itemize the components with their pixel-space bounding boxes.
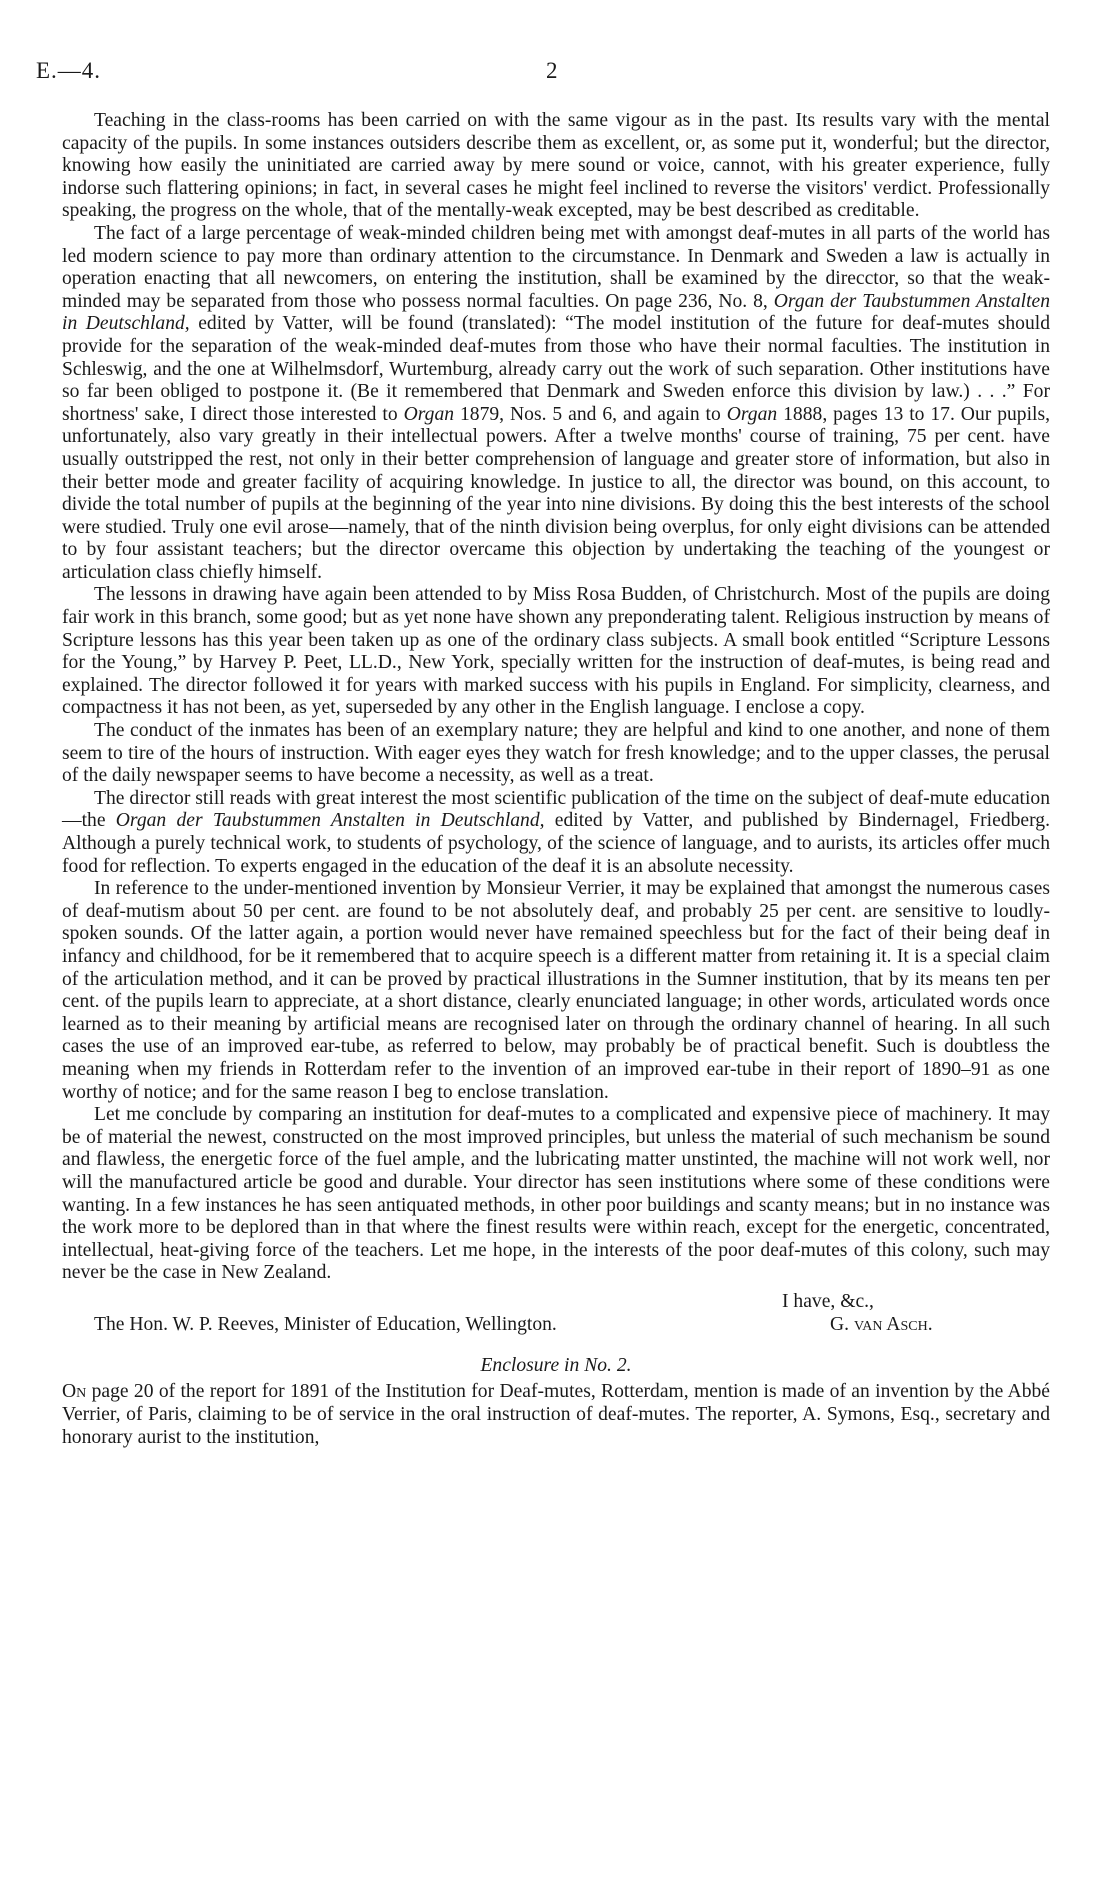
- letter-body: [62, 110, 1050, 1449]
- paragraph-conduct: The conduct of the inmates has been of an exemplary nature; they are helpful and kind to one another, and none of them seem to tire of the hours of instruction. With eager eyes they watch for fresh knowledge; and to the upper classes, the perusal of the daily newspaper seems to have become a necessity, as well as a treat.: [62, 720, 1050, 787]
- closing-line: I have, &c.,: [782, 1290, 874, 1312]
- paragraph-teaching: Teaching in the class-rooms has been carried on with the same vigour as in the past. Its results vary with the mental capacity of the pupils. In some instances outsiders describe them as excellent, or, as some put it, wonderful; but the director, knowing how easily the uninitiated are carried away by mere sound or voice, cannot, with his greater experience, fully indorse such flattering opinions; in fact, in several cases he might feel inclined to reverse the visitors' verdict. Professionally speaking, the progress on the whole, that of the mentally-weak excepted, may be best described as creditable.: [62, 110, 1050, 222]
- page-number: 2: [546, 58, 558, 83]
- enclosure-paragraph: On page 20 of the report for 1891 of the Institution for Deaf-mutes, Rotterdam, mention is made of an invention by the Abbé Verrier, of Paris, claiming to be of service in the oral instruction of deaf-mutes. The reporter, A. Symons, Esq., secretary and honorary aurist to the institution,: [62, 1381, 1050, 1448]
- paragraph-weak-minded: The fact of a large percentage of weak-minded children being met with amongst deaf-mutes in all parts of the world has led modern science to pay more than ordinary attention to the circumstance. In Denmark and Sweden a law is actually in operation enacting that all newcomers, on entering the institution, shall be examined by the direcctor, so that the weak-minded may be separated from those who possess normal faculties. On page 236, No. 8, Organ der Taubstummen Anstalten in Deutschland, edited by Vatter, will be found (translated): “The model institution of the future for deaf-mutes should provide for the separation of the weak-minded deaf-mutes from those who have their normal faculties. The institution in Schleswig, and the one at Wilhelmsdorf, Wurtemburg, already carry out the work of such separation. Other institutions have so far been obliged to postpone it. (Be it remembered that Denmark and Sweden enforce this division by law.) . . .” For shortness' sake, I direct those interested to Organ 1879, Nos. 5 and 6, and again to Organ 1888, pages 13 to 17. Our pupils, unfortunately, also vary greatly in their intellectual powers. After a twelve months' course of training, 75 per cent. have usually outstripped the rest, not only in their better comprehension of language and greater store of information, but also in their better mode and greater facility of acquiring knowledge. In justice to all, the director was bound, on this account, to divide the total number of pupils at the beginning of the year into nine divisions. By doing this the best interests of the school were studied. Truly one evil arose—namely, that of the ninth division being overplus, for only eight divisions can be attended to by four assistant teachers; but the director overcame this objection by undertaking the teaching of the youngest or articulation class chiefly himself.: [62, 222, 1051, 583]
- signatory-name: G. van Asch.: [830, 1313, 933, 1335]
- paragraph-publication: The director still reads with great interest the most scientific publication of the time on the subject of deaf-mute education—the Organ der Taubstummen Anstalten in Deutschland, edited by Vatter, and published by Bindernagel, Friedberg. Although a purely technical work, to students of psychology, of the science of language, and to aurists, its articles offer much food for reflection. To experts engaged in the education of the deaf it is an absolute necessity.: [62, 787, 1050, 877]
- addressee-line: The Hon. W. P. Reeves, Minister of Education, Wellington.: [94, 1313, 557, 1335]
- page-header: [36, 58, 1078, 90]
- enclosure-heading: Enclosure in No. 2.: [480, 1354, 632, 1376]
- signature-block: [62, 1291, 1050, 1341]
- paragraph-conclusion: Let me conclude by comparing an institution for deaf-mutes to a complicated and expensive piece of machinery. It may be of material the newest, constructed on the most improved principles, but unless the material of such mechanism be sound and flawless, the energetic force of the fuel ample, and the lubricating matter unstinted, the machine will not work well, nor will the manufactured article be good and durable. Your director has seen institutions where some of these conditions were wanting. In a few instances he has seen antiquated methods, in other poor buildings and scanty means; but in no instance was the work more to be deplored than in that where the finest results were within reach, except for the energetic, concentrated, intellectual, heat-giving force of the teachers. Let me hope, in the interests of the poor deaf-mutes of this colony, such may never be the case in New Zealand.: [62, 1104, 1050, 1284]
- paragraph-ear-tube: In reference to the under-mentioned invention by Monsieur Verrier, it may be explained that amongst the numerous cases of deaf-mutism about 50 per cent. are found to be not absolutely deaf, and probably 25 per cent. are sensitive to loudly-spoken sounds. Of the latter again, a portion would never have remained speechless but for the fact of their being deaf in infancy and childhood, for be it remembered that to acquire speech is a different matter from retaining it. It is a special claim of the articulation method, and it can be proved by practical illustrations in the Sumner institution, that by its means ten per cent. of the pupils learn to appreciate, at a short distance, clearly enunciated language; in other words, articulated words once learned as to their meaning by artificial means are recognised later on through the ordinary channel of hearing. In all such cases the use of an improved ear-tube, as referred to below, may probably be of practical benefit. Such is doubtless the meaning when my friends in Rotterdam refer to the invention of an improved ear-tube in their report of 1890–91 as one worthy of notice; and for the same reason I beg to enclose translation.: [62, 878, 1050, 1103]
- paragraph-drawing-lessons: The lessons in drawing have again been attended to by Miss Rosa Budden, of Christchurch. Most of the pupils are doing fair work in this branch, some good; but as yet none have shown any preponderating talent. Religious instruction by means of Scripture lessons has this year been taken up as one of the ordinary class subjects. A small book entitled “Scripture Lessons for the Young,” by Harvey P. Peet, LL.D., New York, specially written for the instruction of deaf-mutes, is being read and explained. The director followed it for years with marked success with his pupils in England. For simplicity, clearness, and compactness it has not been, as yet, superseded by any other in the English language. I enclose a copy.: [62, 584, 1050, 719]
- document-reference: E.—4.: [36, 58, 102, 83]
